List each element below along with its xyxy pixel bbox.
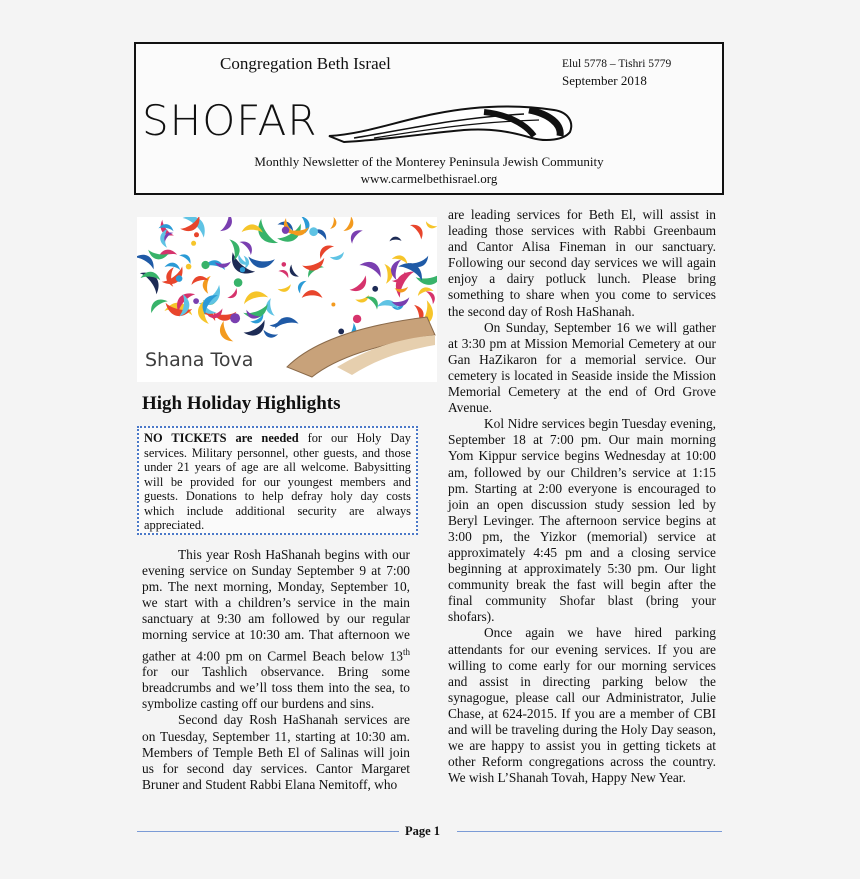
footer-rule-left [137,831,399,832]
article-paragraph: are leading services for Beth El, will assist in leading those services with Rabbi Greenbaum and Cantor Alisa Fineman in our sanctuary. Following our second day services we will again enjoy a dairy potluck lunch. Please bring something to share when you come to services the second day of Rosh HaShanah. [448,207,716,319]
confetti-dot [230,313,240,323]
confetti-swirl [302,290,323,298]
confetti-swirl [410,221,427,240]
confetti-swirl [330,217,338,230]
confetti-swirl [302,258,327,274]
article-paragraph: Kol Nidre services begin Tuesday evening, September 18 at 7:00 pm. Our main morning Yom Kippur service begins Wednesday at 10:00 am, followed by our Children’s service at 1:15 pm. Starting at 2:00 everyone is encouraged to join an open discussion study session led by Beryl Levinger. The afternoon service begins at 3:00 pm, the Yizkor (memorial) service at approximately 4:45 pm and a closing service beginning at approximately 5:30 pm. Our light community break the fast will begin after the final community Shofar blast (bring your shofars). [448,416,716,625]
page-number: Page 1 [405,824,441,838]
confetti-dot [234,278,243,287]
confetti-dot [194,232,199,237]
confetti-dot [282,262,287,267]
no-tickets-notice [137,426,418,535]
confetti-swirl [226,252,256,280]
confetti-swirl [247,257,275,270]
confetti-dot [372,286,378,292]
hebrew-date: Elul 5778 – Tishri 5779 [562,58,672,70]
confetti-swirl [179,251,193,264]
confetti-swirl [316,241,334,259]
shofar-horn-icon [324,100,574,148]
confetti-swirl [227,288,240,301]
article-paragraph [142,547,410,712]
confetti-dot [309,227,318,236]
confetti-dot [353,315,361,323]
shana-tova-banner [137,217,437,382]
confetti-swirl [287,264,299,279]
org-name: Congregation Beth Israel [220,54,391,73]
confetti-dot [331,303,335,307]
confetti-swirl [262,330,278,340]
confetti-swirl [140,267,165,294]
confetti-swirl [330,252,346,262]
website-link[interactable]: www.carmelbethisrael.org [360,171,498,186]
confetti-swirl [343,217,356,234]
confetti-dot [240,267,245,272]
confetti-swirl [392,253,410,264]
confetti-swirl [162,266,188,289]
confetti-swirl [365,293,381,310]
confetti-swirl [239,238,255,255]
paragraph-text: for our Tashlich observance. Bring some breadcrumbs and we’ll toss them into the sea, to symbolize casting off our burdens and sins. [142,664,410,712]
footer-rule-right [457,831,722,832]
confetti-dot [176,275,183,282]
confetti-swirl [359,257,385,277]
issue-date: September 2018 [562,73,647,88]
article-paragraph: On Sunday, September 16 we will gather at 3:30 pm at Mission Memorial Cemetery at our Gan HaZikaron for a memorial service. Our cemetery is located in Seaside inside the Mission Memorial Cemetery at the end of Ord Grove Avenue. [448,319,716,416]
confetti-swirl [355,295,370,305]
confetti-swirl [295,278,306,293]
article-paragraph: Once again we have hired parking attendants for our evening services. If you are willing to come early for our morning services and assist in directing parking below the synagogue, please call our Administrator, Julie Chase, at 624-2015. If you are a member of CBI and will be traveling during the Holy Day season, we are happy to assist you in getting tickets at other Reform congregations across the country. We wish L’Shanah Tovah, Happy New Year. [448,625,716,786]
confetti-swirl [350,275,371,295]
confetti-swirl [137,250,158,269]
confetti-dot [282,227,289,234]
right-column-text [448,207,716,786]
confetti-dot [191,241,196,246]
newsletter-title: SHOFAR [142,96,318,145]
notice-bold-lead: NO TICKETS are needed [144,431,299,445]
confetti-swirl [278,267,290,278]
paragraph-text: This year Rosh HaShanah begins with our evening service on Sunday September 9 at 7:00 pm. The next morning, Monday, September 10, we start with a children’s service in the main sanctuary at 9:30 am followed by our regular morning service at 10:30 am. That afternoon we gather at 4:00 pm on Carmel Beach below 13 [142,547,410,664]
left-column-text [142,547,410,793]
masthead [134,42,724,195]
section-heading: High Holiday Highlights [142,393,341,414]
newsletter-subtitle: Monthly Newsletter of the Monterey Peninsula Jewish Community [254,154,604,169]
confetti-dot [193,298,199,304]
banner-caption: Shana Tova [145,349,254,371]
confetti-swirl [278,284,293,294]
confetti-dot [338,329,344,335]
confetti-swirl [216,321,233,345]
confetti-swirl [389,236,401,241]
confetti-swirl [241,288,268,304]
confetti-swirl [220,217,235,234]
superscript: th [402,646,410,657]
confetti-swirl [424,221,437,230]
confetti-swirl [147,295,168,313]
notice-text: for our Holy Day services. Military personnel, other guests, and those under 21 years of age are all welcome. Babysitting will be provided for our youngest members and guests. Donations to help defray holy day costs which include additional security are always appreciated. [144,431,412,532]
confetti-dot [201,261,209,269]
article-paragraph: Second day Rosh HaShanah services are on Tuesday, September 11, starting at 10:30 am. Members of Temple Beth El of Salinas will join us for second day services. Cantor Margaret Bruner and Student Rabbi Elana Nemitoff, who [142,712,410,792]
confetti-swirl [252,219,278,250]
confetti-dot [186,264,192,270]
